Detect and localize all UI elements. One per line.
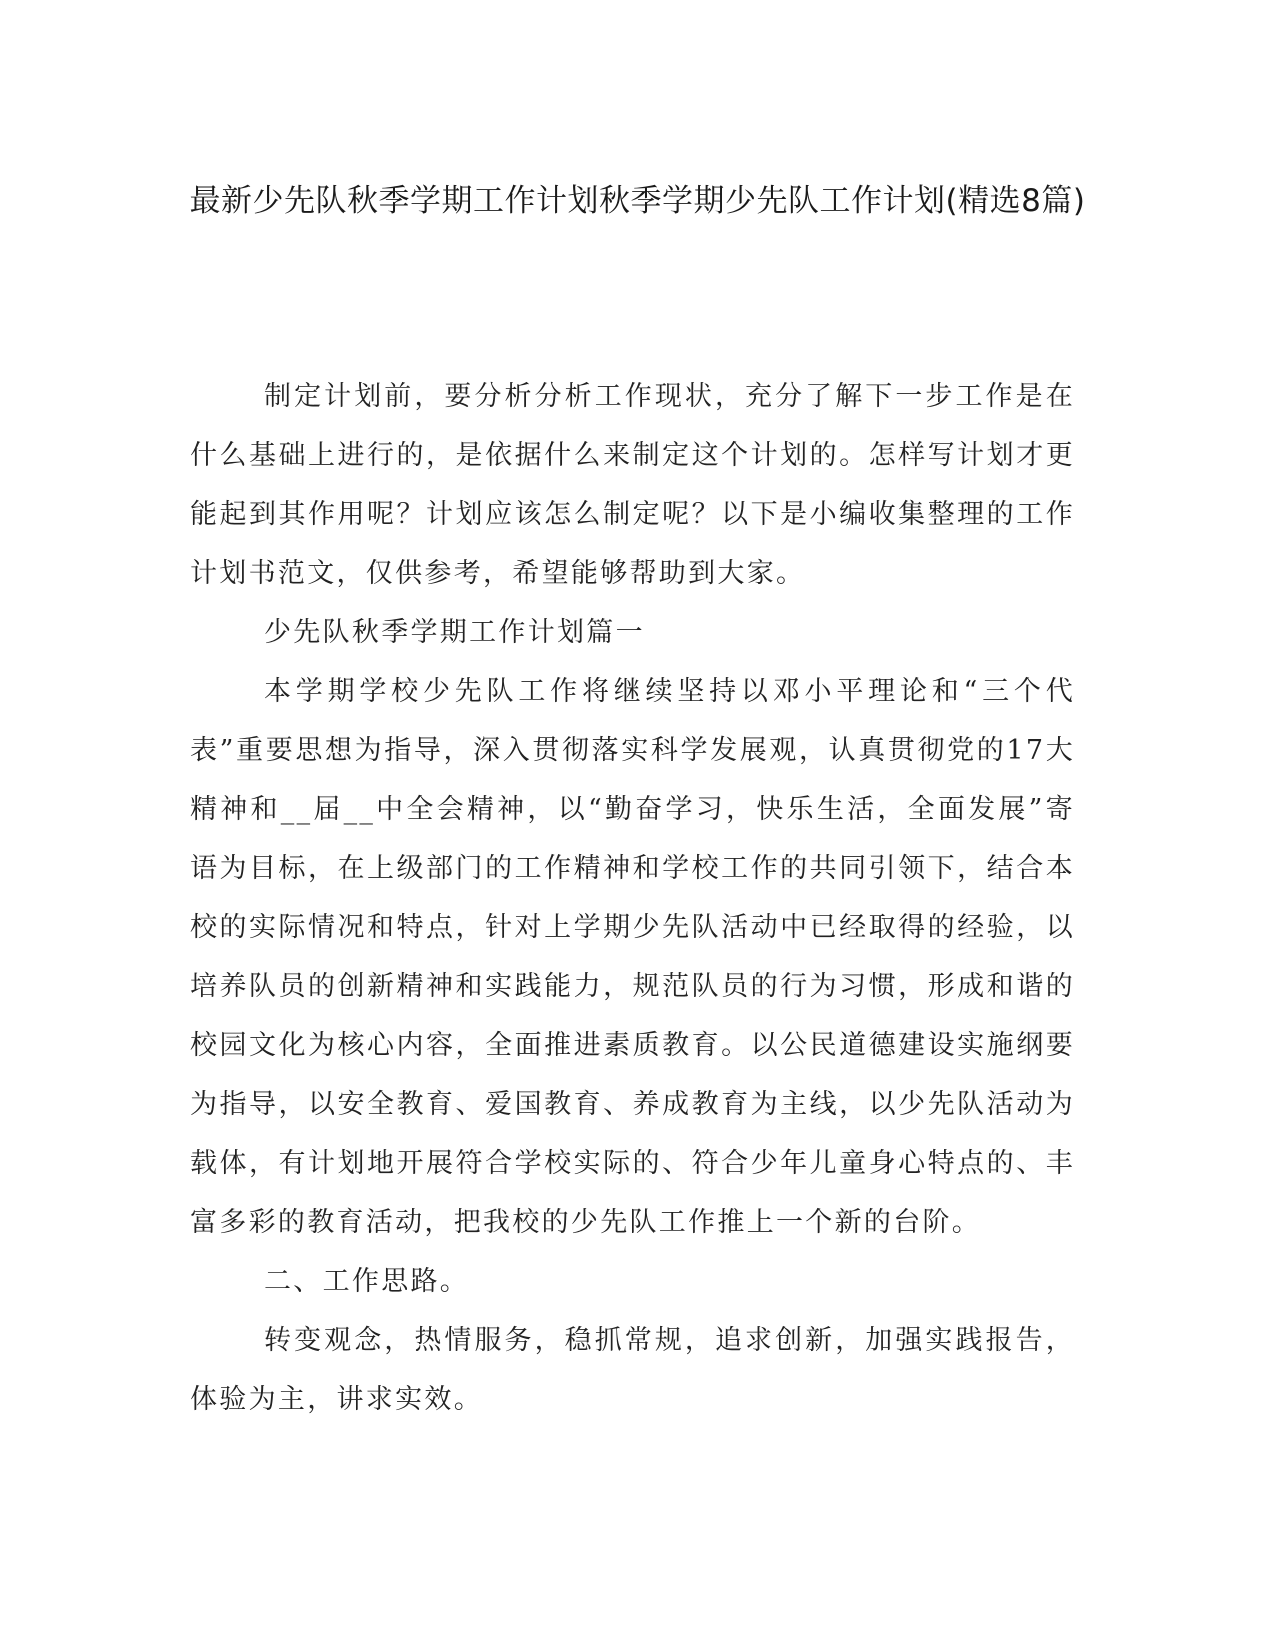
guiding-principle-paragraph: 本学期学校少先队工作将继续坚持以邓小平理论和“三个代表”重要思想为指导，深入贯彻落实科学发展观，认真贯彻党的17大精神和__届__中全会精神，以“勤奋学习，快乐生活，全面发展”寄语为目标，在上级部门的工作精神和学校工作的共同引领下，结合本校的实际情况和特点，针对上学期少先队活动中已经取得的经验，以培养队员的创新精神和实践能力，规范队员的行为习惯，形成和谐的校园文化为核心内容，全面推进素质教育。以公民道德建设实施纲要为指导，以安全教育、爱国教育、养成教育为主线，以少先队活动为载体，有计划地开展符合学校实际的、符合少年儿童身心特点的、丰富多彩的教育活动，把我校的少先队工作推上一个新的台阶。: [190, 676, 1075, 1238]
document-body: [190, 367, 1075, 1429]
work-approach-paragraph: 转变观念，热情服务，稳抓常规，追求创新，加强实践报告，体验为主，讲求实效。: [190, 1325, 1075, 1415]
section-heading-part-one: 少先队秋季学期工作计划篇一: [264, 617, 645, 648]
section-heading-work-approach: 二、工作思路。: [264, 1266, 470, 1297]
document-title: 最新少先队秋季学期工作计划秋季学期少先队工作计划(精选8篇): [189, 183, 1086, 219]
intro-paragraph: 制定计划前，要分析分析工作现状，充分了解下一步工作是在什么基础上进行的，是依据什么来制定这个计划的。怎样写计划才更能起到其作用呢？计划应该怎么制定呢？以下是小编收集整理的工作计划书范文，仅供参考，希望能够帮助到大家。: [190, 381, 1075, 589]
